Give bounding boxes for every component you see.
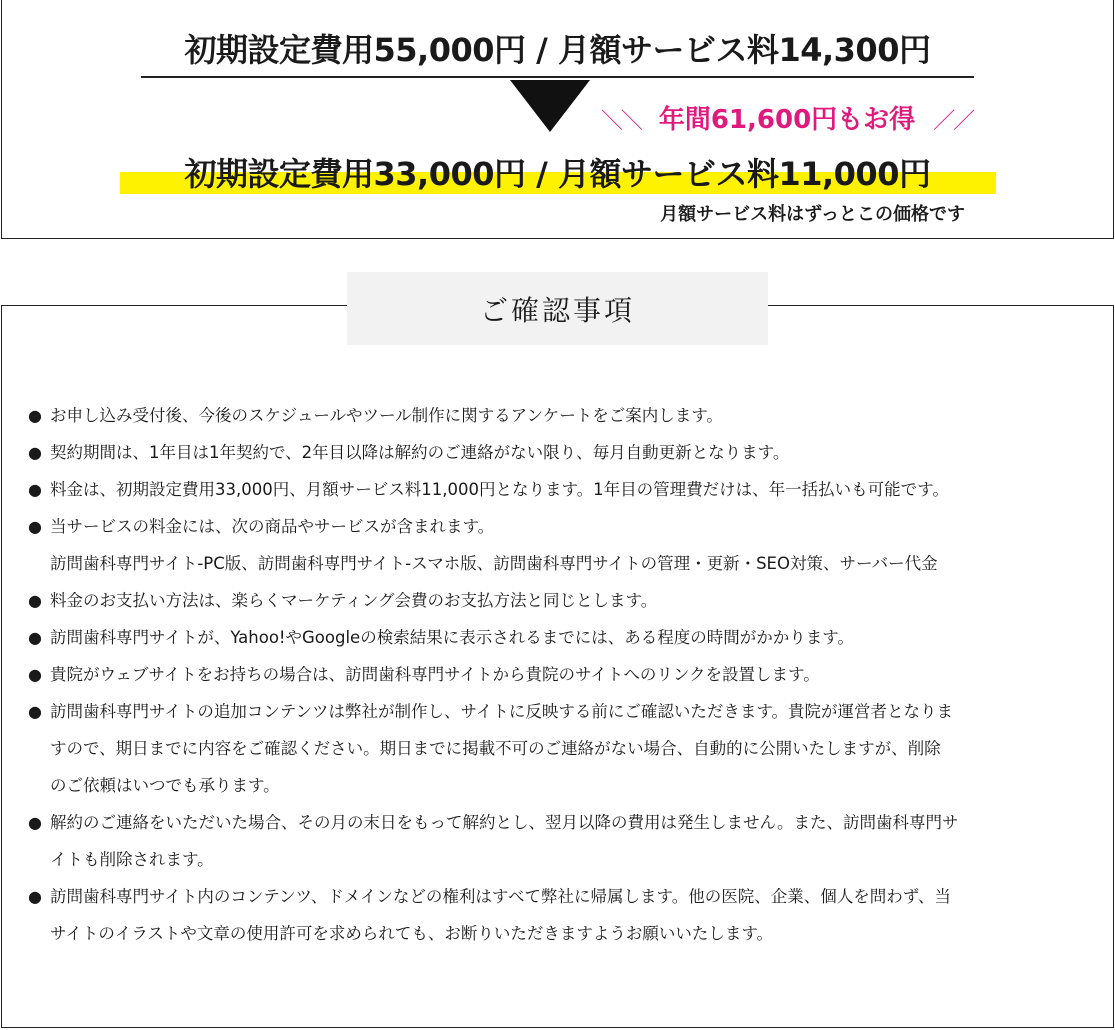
- bullet-icon: ●: [28, 591, 42, 610]
- confirm-border-right: [768, 305, 1113, 306]
- savings-callout: [592, 102, 982, 138]
- confirm-border-left: [1, 305, 347, 306]
- confirm-item-line: すので、期日までに内容をご確認ください。期日までに掲載不可のご連絡がない場合、自動的に公開いたしますが、削除: [50, 739, 941, 758]
- confirm-item: [28, 582, 1088, 619]
- confirm-item: [28, 434, 1088, 471]
- confirm-item-line: 訪問歯科専門サイトの追加コンテンツは弊社が制作し、サイトに反映する前にご確認いただきます。貴院が運営者となりま: [50, 702, 954, 721]
- confirm-item-line: お申し込み受付後、今後のスケジュールやツール制作に関するアンケートをご案内します。: [50, 406, 723, 425]
- bullet-icon: ●: [28, 406, 42, 425]
- confirm-item-line: イトも削除されます。: [50, 850, 214, 869]
- confirm-heading-box: [347, 272, 768, 345]
- confirm-item: [28, 397, 1088, 434]
- confirm-item: [28, 508, 1088, 582]
- bullet-icon: ●: [28, 702, 42, 721]
- bullet-icon: ●: [28, 665, 42, 684]
- confirm-item-line: 貴院がウェブサイトをお持ちの場合は、訪問歯科専門サイトから貴院のサイトへのリンクを設置します。: [50, 665, 820, 684]
- confirm-item: [28, 804, 1088, 878]
- bullet-icon: ●: [28, 813, 42, 832]
- old-price-underline: [141, 76, 974, 78]
- confirm-item-line: 訪問歯科専門サイト-PC版、訪問歯科専門サイト-スマホ版、訪問歯科専門サイトの管理・更新・SEO対策、サーバー代金: [50, 554, 938, 573]
- savings-deco-left: ＼＼: [600, 109, 641, 134]
- confirm-item: [28, 878, 1088, 952]
- confirm-item: [28, 656, 1088, 693]
- confirm-item-line: のご依頼はいつでも承ります。: [50, 776, 280, 795]
- confirm-item-line: 料金は、初期設定費用33,000円、月額サービス料11,000円となります。1年目の管理費だけは、年一括払いも可能です。: [50, 480, 949, 499]
- confirm-item-line: 解約のご連絡をいただいた場合、その月の末日をもって解約とし、翌月以降の費用は発生しません。また、訪問歯科専門サ: [50, 813, 959, 832]
- confirm-item: [28, 471, 1088, 508]
- confirm-item-line: サイトのイラストや文章の使用許可を求められても、お断りいただきますようお願いいたします。: [50, 924, 774, 943]
- old-price: 初期設定費用55,000円 / 月額サービス料14,300円: [184, 31, 931, 69]
- confirm-item-line: 当サービスの料金には、次の商品やサービスが含まれます。: [50, 517, 495, 536]
- confirm-item: [28, 619, 1088, 656]
- savings-deco-right: ／／: [933, 109, 974, 134]
- confirm-heading: ご確認事項: [479, 293, 635, 327]
- bullet-icon: ●: [28, 480, 42, 499]
- bullet-icon: ●: [28, 887, 42, 906]
- down-arrow-icon: [510, 80, 590, 132]
- bullet-icon: ●: [28, 628, 42, 647]
- savings-text: 年間61,600円もお得: [658, 105, 916, 135]
- price-note: 月額サービス料はずっとこの価格です: [660, 204, 965, 225]
- confirm-item-line: 料金のお支払い方法は、楽らくマーケティング会費のお支払方法と同じとします。: [50, 591, 658, 610]
- confirm-item-line: 契約期間は、1年目は1年契約で、2年目以降は解約のご連絡がない限り、毎月自動更新となります。: [50, 443, 790, 462]
- new-price: 初期設定費用33,000円 / 月額サービス料11,000円: [184, 155, 931, 193]
- confirm-item: [28, 693, 1088, 804]
- bullet-icon: ●: [28, 443, 42, 462]
- bullet-icon: ●: [28, 517, 42, 536]
- confirm-item-line: 訪問歯科専門サイト内のコンテンツ、ドメインなどの権利はすべて弊社に帰属します。他の医院、企業、個人を問わず、当: [50, 887, 951, 906]
- confirm-item-line: 訪問歯科専門サイトが、Yahoo!やGoogleの検索結果に表示されるまでには、ある程度の時間がかかります。: [50, 628, 854, 647]
- confirm-list: [28, 397, 1088, 952]
